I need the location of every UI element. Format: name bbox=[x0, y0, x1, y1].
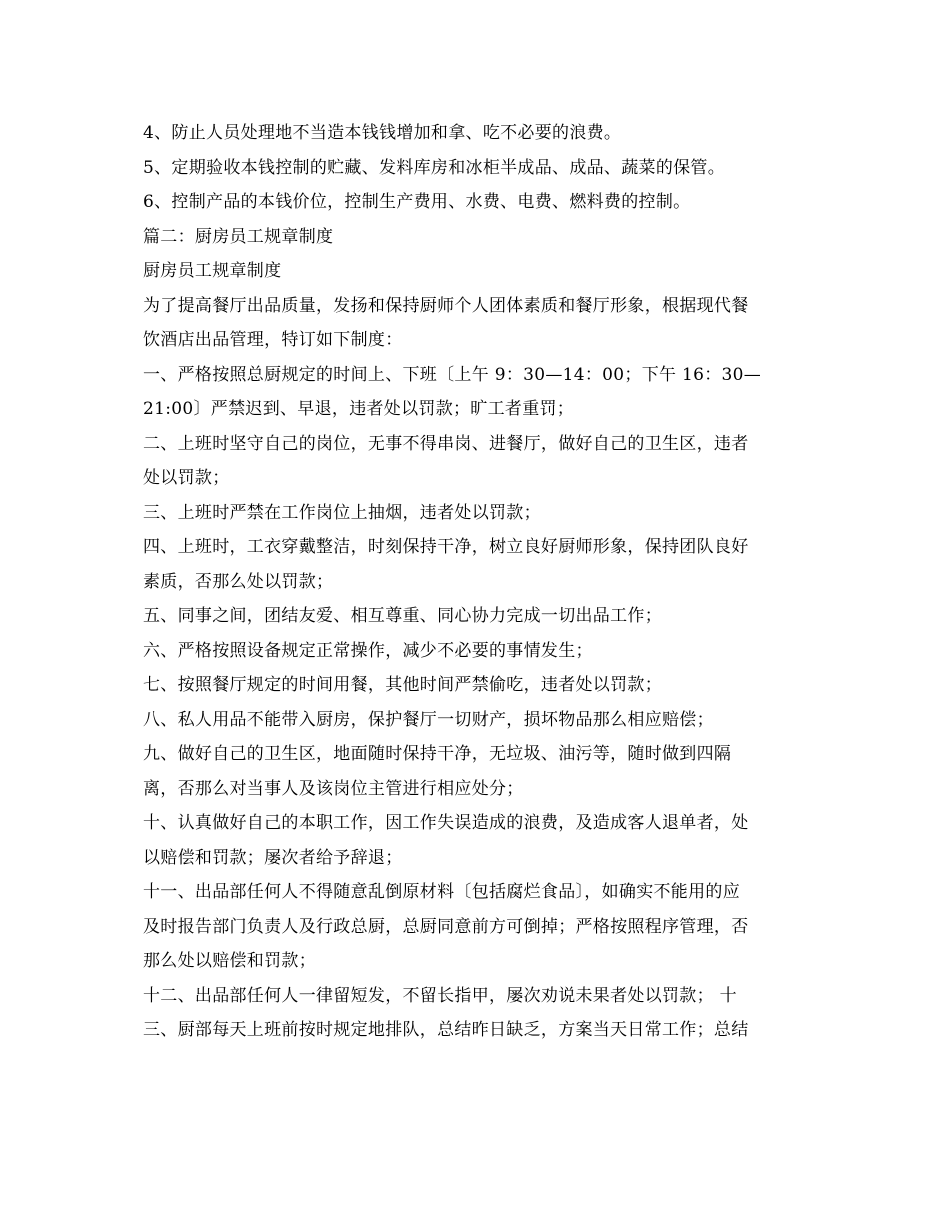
text-line: 八、私人用品不能带入厨房，保护餐厅一切财产，损坏物品那么相应赔偿； bbox=[143, 709, 714, 730]
section-heading: 篇二：厨房员工规章制度 bbox=[143, 226, 334, 247]
text-line: 十一、出品部任何人不得随意乱倒原材料〔包括腐烂食品〕，如确实不能用的应 bbox=[143, 882, 740, 902]
text-line: 素质，否那么处以罚款； bbox=[143, 571, 334, 592]
text-line: 4、防止人员处理地不当造本钱钱增加和拿、吃不必要的浪费。 bbox=[143, 123, 622, 143]
text-line: 为了提高餐厅出品质量，发扬和保持厨师个人团体素质和餐厅形象，根据现代餐 bbox=[143, 295, 749, 316]
text-line: 三、厨部每天上班前按时规定地排队，总结昨日缺乏，方案当天日常工作；总结 bbox=[143, 1020, 749, 1040]
text-line: 十、认真做好自己的本职工作，因工作失误造成的浪费，及造成客人退单者，处 bbox=[143, 813, 749, 833]
text-line: 及时报告部门负责人及行政总厨，总厨同意前方可倒掉；严格按照程序管理，否 bbox=[143, 916, 749, 937]
text-line: 六、严格按照设备规定正常操作，减少不必要的事情发生； bbox=[143, 640, 593, 661]
text-line: 五、同事之间，团结友爱、相互尊重、同心协力完成一切出品工作； bbox=[143, 606, 662, 626]
text-line: 离，否那么对当事人及该岗位主管进行相应处分； bbox=[143, 778, 524, 799]
text-line: 七、按照餐厅规定的时间用餐，其他时间严禁偷吃，违者处以罚款； bbox=[143, 675, 662, 695]
text-line: 四、上班时，工衣穿戴整洁，时刻保持干净，树立良好厨师形象，保持团队良好 bbox=[143, 537, 749, 557]
text-line: 21:00〕严禁迟到、早退，违者处以罚款；旷工者重罚； bbox=[143, 399, 575, 419]
text-line: 二、上班时坚守自己的岗位，无事不得串岗、进餐厅，做好自己的卫生区，违者 bbox=[143, 433, 749, 454]
document-title: 厨房员工规章制度 bbox=[143, 261, 282, 281]
text-line: 处以罚款； bbox=[143, 468, 230, 488]
document-body bbox=[143, 116, 803, 1048]
text-line: 十二、出品部任何人一律留短发，不留长指甲，屡次劝说未果者处以罚款； 十 bbox=[143, 985, 737, 1006]
text-line: 以赔偿和罚款；屡次者给予辞退； bbox=[143, 847, 403, 868]
text-line: 5、定期验收本钱控制的贮藏、发料库房和冰柜半成品、成品、蔬菜的保管。 bbox=[143, 157, 726, 178]
text-line: 饮酒店出品管理，特订如下制度： bbox=[143, 330, 403, 350]
text-line: 一、严格按照总厨规定的时间上、下班〔上午 9：30—14：00；下午 16：30— bbox=[143, 364, 762, 385]
text-line: 三、上班时严禁在工作岗位上抽烟，违者处以罚款； bbox=[143, 502, 541, 523]
text-line: 九、做好自己的卫生区，地面随时保持干净，无垃圾、油污等，随时做到四隔 bbox=[143, 744, 732, 764]
text-line: 6、控制产品的本钱价位，控制生产费用、水费、电费、燃料费的控制。 bbox=[143, 192, 691, 212]
text-line: 那么处以赔偿和罚款； bbox=[143, 951, 316, 971]
